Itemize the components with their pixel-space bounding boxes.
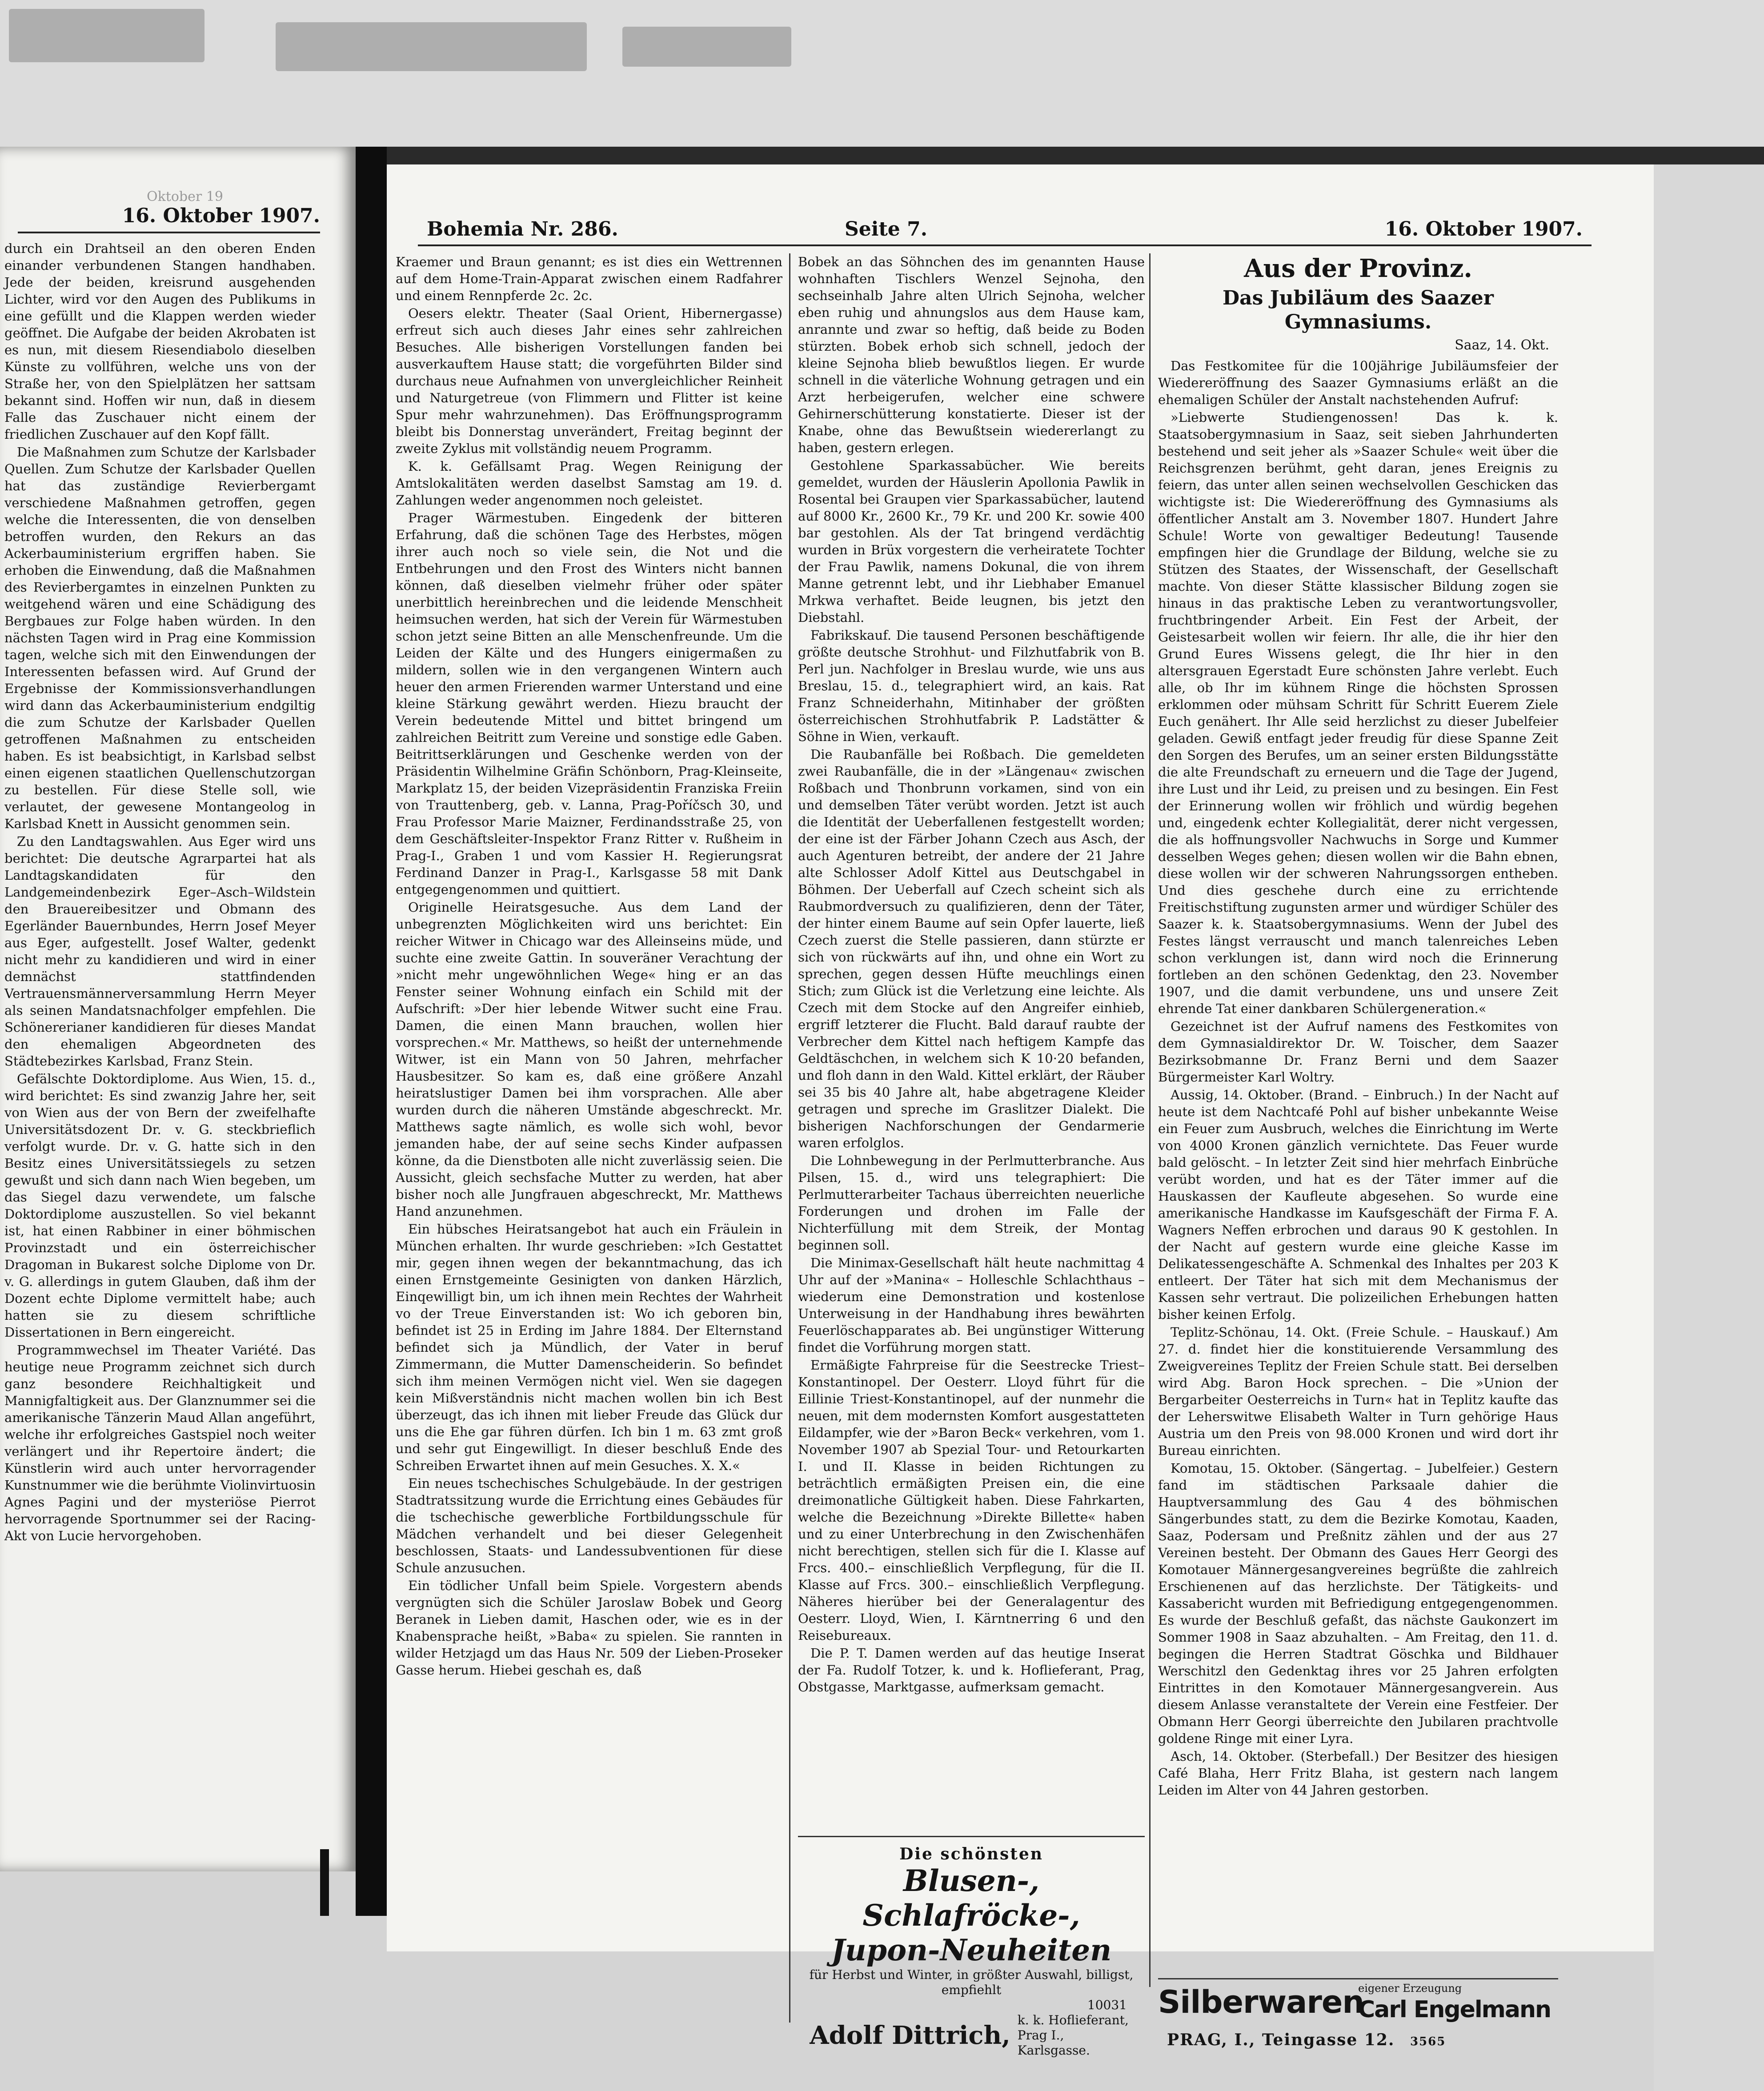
article-paragraph: Asch, 14. Oktober. (Sterbefall.) Der Besitzer des hiesigen Café Blaha, Herr Fritz Blaha, ist gestern nach langem Leiden im Alter von 44 Jahren gestorben. bbox=[1158, 1749, 1558, 1798]
advertisement-engelmann bbox=[1158, 1978, 1558, 2050]
left-page-ghost-text: Oktober 19 bbox=[147, 189, 223, 204]
article-paragraph: Zu den Landtagswahlen. Aus Eger wird uns berichtet: Die deutsche Agrarpartei hat als Landtagskandidaten für den Landgemeindenbezirk Eger–Asch–Wildstein den Brauereibesitzer und Obmann des Egerländer Bauernbundes, Herrn Josef Meyer aus Eger, aufgestellt. Josef Walter, gedenkt nicht mehr zu kandidieren und wird in einer demnächst stattfindenden Vertrauensmännerversammlung Herrn Meyer als seinen Mandatsnachfolger empfehlen. Die Schönererianer kandidieren für dieses Mandat den ehemaligen Abgeordneten des Städtebezirkes Karlsbad, Franz Stein. bbox=[4, 834, 316, 1069]
header-issue: Bohemia Nr. 286. bbox=[427, 218, 618, 240]
column-3 bbox=[1158, 249, 1558, 1974]
dateline: Saaz, 14. Okt. bbox=[1455, 337, 1549, 353]
article-paragraph: K. k. Gefällsamt Prag. Wegen Reinigung der Amtslokalitäten werden daselbst Samstag am 19. d. Zahlungen weder angenommen noch geleistet. bbox=[396, 459, 782, 508]
article-paragraph: Die Lohnbewegung in der Perlmutterbranche. Aus Pilsen, 15. d., wird uns telegraphiert: Die Perlmutterarbeiter Tachaus überreichten neuerliche Forderungen und drohen im Falle der Nichterfüllung mit dem Streik, der Montag beginnen soll. bbox=[798, 1153, 1145, 1253]
column-2 bbox=[798, 253, 1145, 1827]
article-paragraph: durch ein Drahtseil an den oberen Enden einander verbundenen Stangen handhaben. Jede der beiden, kreisrund ausgehenden Lichter, wird vor den Augen des Publikums in eine gefüllt und die Klappen werden wieder geöffnet. Die Aufgabe der beiden Akrobaten ist es nun, mit diesem Riesendiabolo dieselben Künste zu vollführen, welche uns von der Straße her, von den Spielplätzen her sattsam bekannt sind. Hoffen wir nun, daß in diesem Falle das Zuschauer nicht einem der friedlichen Zuschauer auf den Kopf fällt. bbox=[4, 241, 316, 442]
article-paragraph: Fabrikskauf. Die tausend Personen beschäftigende größte deutsche Strohhut- und Filzhutfabrik von B. Perl jun. Nachfolger in Breslau wurde, wie uns aus Breslau, 15. d., telegraphiert wird, an kais. Rat Franz Schneiderhahn, Mitinhaber der größten österreichischen Strohhutfabrik P. Ladstätter & Söhne in Wien, verkauft. bbox=[798, 628, 1145, 744]
ad-rule bbox=[798, 1836, 1145, 1837]
article-paragraph: Teplitz-Schönau, 14. Okt. (Freie Schule. – Hauskauf.) Am 27. d. findet hier die konstituierende Versammlung des Zweigvereines Teplitz der Freien Schule statt. Bei derselben wird Abg. Baron Hock sprechen. – Die »Union der Bergarbeiter Oesterreichs in Turn« hat in Teplitz kaufte das der Leherswitwe Elisabeth Walter in Turn gehörige Haus Austria um den Preis von 98.000 Kronen und wird dort ihr Bureau einrichten. bbox=[1158, 1325, 1558, 1458]
column-rule bbox=[789, 253, 790, 2023]
ad-note: eigener Erzeugung bbox=[1358, 1982, 1462, 1995]
left-page-date: 16. Oktober 1907. bbox=[18, 204, 320, 233]
article-paragraph: Programmwechsel im Theater Variété. Das heutige neue Programm zeichnet sich durch ganz besondere Reichhaltigkeit und Mannigfaltigkeit aus. Der Glanznummer sei die amerikanische Tänzerin Maud Allan angeführt, welche ihr erfolgreiches Gastspiel noch weiter verlängert und ihr Repertoire ändert; die Künstlerin wird auch unter hervorragender Kunstnummer wie die berühmte Violinvirtuosin Agnes Pagini und der mysteriöse Pierrot hervorragende Sportnummer sei der Racing-Akt von Lucie hervorgehoben. bbox=[4, 1342, 316, 1543]
ad-address bbox=[1167, 2031, 1446, 2049]
article-paragraph: Ermäßigte Fahrpreise für die Seestrecke Triest–Konstantinopel. Der Oesterr. Lloyd führt für die Eillinie Triest-Konstantinopel, auf der nunmehr die neuen, mit dem modernsten Komfort ausgestatteten Eildampfer, wie der »Baron Beck« verkehren, vom 1. November 1907 ab Spezial Tour- und Retourkarten I. und II. Klasse in beiden Richtungen zu beträchtlich ermäßigten Preisen ein, die eine dreimonatliche Gültigkeit haben. Diese Fahrkarten, welche die Bezeichnung »Direkte Billette« haben und zu einer Unterbrechung in den Zwischenhäfen nicht berechtigen, stellen sich für die I. Klasse auf Frcs. 400.– einschließlich Verpflegung, für die II. Klasse auf Frcs. 300.– einschließlich Verpflegung. Näheres hierüber bei der Generalagentur des Oesterr. Lloyd, Wien, I. Kärntnerring 6 und den Reisebureaux. bbox=[798, 1358, 1145, 1643]
article-paragraph: Ein neues tschechisches Schulgebäude. In der gestrigen Stadtratssitzung wurde die Errichtung eines Gebäudes für die tschechische gewerbliche Fortbildungsschule für Mädchen verhandelt und bei dieser Gelegenheit beschlossen, Staats- und Landessubventionen für diese Schule anzusuchen. bbox=[396, 1476, 782, 1575]
ad-headline: Blusen-, Schlafröcke-, bbox=[862, 1863, 1080, 1933]
article-paragraph: Kraemer und Braun genannt; es ist dies ein Wettrennen auf dem Home-Train-Apparat zwischen einem Radfahrer und einem Rennpferde 2c. 2c. bbox=[396, 254, 782, 303]
article-paragraph: Gefälschte Doktordiplome. Aus Wien, 15. d., wird berichtet: Es sind zwanzig Jahre her, seit von Wien aus der von Bern der zweifelhafte Universitätsdozent Dr. v. G. steckbrieflich verfolgt wurde. Dr. v. G. hatte sich in den Besitz eines Universitätssiegels zu setzen gewußt und sich dann nach Wien begeben, um das Siegel dazu verwendete, um falsche Doktordiplome auszustellen. So viel bekannt ist, hat einen Rabbiner in einer böhmischen Provinzstadt und ein österreichischer Dragoman in Bukarest solche Diplome von Dr. v. G. allerdings in gutem Glauben, daß ihm der Dozent echte Diplome vermittelt habe; auch hatten sie zu diesem schriftliche Dissertationen in Bern eingereicht. bbox=[4, 1071, 316, 1340]
column-rule bbox=[1149, 253, 1151, 1987]
ad-details: für Herbst und Winter, in größter Auswahl, billigst, empfiehlt bbox=[809, 1967, 1134, 1997]
scan-smudge bbox=[276, 22, 587, 71]
book-gutter bbox=[356, 147, 387, 1916]
article-paragraph: Die Minimax-Gesellschaft hält heute nachmittag 4 Uhr auf der »Manina« – Holleschle Schlachthaus – wiederum eine Demonstration und kostenlose Unterweisung in der Handhabung ihres bewährten Feuerlöschapparates ab. Bei ungünstiger Witterung findet die Vorführung morgen statt. bbox=[798, 1255, 1145, 1355]
article-title: Das Jubiläum des Saazer bbox=[1223, 287, 1494, 309]
article-paragraph: Die P. T. Damen werden auf das heutige Inserat der Fa. Rudolf Totzer, k. und k. Hoflieferant, Prag, Obstgasse, Marktgasse, aufmerksam gemacht. bbox=[798, 1646, 1145, 1694]
scan-smudge bbox=[622, 27, 791, 67]
article-paragraph: Komotau, 15. Oktober. (Sängertag. – Jubelfeier.) Gestern fand im städtischen Parksaale dahier die Hauptversammlung des Gau 4 des böhmischen Sängerbundes statt, zu dem die Bezirke Komotau, Kaaden, Saaz, Podersam und Preßnitz zählen und der aus 27 Vereinen besteht. Der Obmann des Gaues Herr Georgi des Komotauer Männergesangvereines begrüßte die zahlreich Erschienenen auf das herzlichste. Der Tätigkeits- und Kassabericht wurden mit Befriedigung entgegengenommen. Es wurde der Beschluß gefaßt, das nächste Gaukonzert im Sommer 1908 in Saaz abzuhalten. – Am Freitag, den 11. d. begingen die Herren Stadtrat Göschka und Bildhauer Werschitzl den Gedenktag ihres vor 25 Jahren erfolgten Eintrittes in den Komotauer Männergesangverein. Aus diesem Anlasse veranstaltete der Verein eine Festfeier. Der Obmann Herr Georgi überreichte den Jubilaren prachtvolle goldene Ringe mit einer Lyra. bbox=[1158, 1461, 1558, 1746]
left-page bbox=[0, 147, 356, 1871]
scan-border-right bbox=[1654, 164, 1764, 2091]
article-paragraph: Die Raubanfälle bei Roßbach. Die gemeldeten zwei Raubanfälle, die in der »Längenau« zwischen Roßbach und Thonbrunn vorkamen, sind von ein und demselben Täter verübt worden. Jetzt ist auch die Identität der Ueberfallenen festgestellt worden; der eine ist der Färber Johann Czech aus Asch, der auch Agenturen betreibt, der andere der 21 Jahre alte Schlosser Adolf Kittel aus Deutschgabel in Böhmen. Der Ueberfall auf Czech scheint sich als Raubmordversuch zu qualifizieren, denn der Täter, der hinter einem Baume auf sein Opfer lauerte, ließ Czech zuerst die Stelle passieren, dann stürzte er sich von rückwärts auf ihn, und ohne ein Wort zu sprechen, gegen dessen Hüfte meuchlings einen Stich; zum Glück ist die Verletzung eine leichte. Als Czech mit dem Stocke auf den Angreifer einhieb, ergriff letzterer die Flucht. Bald darauf raubte der Verbrecher dem Kittel nach heftigem Kampfe das Geldtäschchen, in welchem sich K 10·20 befanden, und floh dann in den Wald. Kittel erklärt, der Räuber sei 35 bis 40 Jahre alt, habe abgetragene Kleider getragen und spreche im Graslitzer Dialekt. Die bisherigen Nachforschungen der Gendarmerie waren erfolglos. bbox=[798, 747, 1145, 1150]
scan-smudge bbox=[9, 9, 204, 62]
article-paragraph: Aussig, 14. Oktober. (Brand. – Einbruch.) In der Nacht auf heute ist dem Nachtcafé Pohl auf bisher unbekannte Weise ein Feuer zum Ausbruch, welches die Einrichtung im Werte von 4000 Kronen gänzlich vernichtete. Das Feuer wurde bald gelöscht. – In letzter Zeit sind hier mehrfach Einbrüche verübt worden, und hat es der Täter immer auf die Hauskassen der Kaufleute abgesehen. So wurde eine amerikanische Handkasse im Kaufsgeschäft der Firma F. A. Wagners Neffen erbrochen und daraus 90 K gestohlen. In der Nacht auf gestern wurde eine gleiche Kasse im Delikatessengeschäfte A. Schmenkal des Inhaltes per 203 K entleert. Der Täter hat sich mit dem Mechanismus der Kassen sehr vertraut. Die polizeilichen Erhebungen hatten bisher keinen Erfolg. bbox=[1158, 1087, 1558, 1322]
article-paragraph: Prager Wärmestuben. Eingedenk der bitteren Erfahrung, daß die schönen Tage des Herbstes, mögen ihrer auch noch so viele sein, die Not und die Entbehrungen und den Frost des Winters nicht bannen können, daß dieselben vielmehr früher oder später unerbittlich hereinbrechen und die leidende Menschheit heimsuchen werden, hat sich der Verein für Wärmestuben schon jetzt seine Bitten an alle Menschenfreunde. Um die Leiden der Kälte und des Hungers einigermaßen zu mildern, sollen wie in den vergangenen Wintern auch heuer den armen Frierenden warmer Unterstand und eine kleine Stärkung gewährt werden. Hiezu braucht der Verein bedeutende Mittel und bittet bringend um zahlreichen Beitritt zum Vereine und sonstige edle Gaben. Beitrittserklärungen und Geschenke werden von der Präsidentin Wilhelmine Gräfin Schönborn, Prag-Kleinseite, Markplatz 15, der beiden Vizepräsidentin Franziska Freiin von Trauttenberg, geb. v. Lanna, Prag-Poříčsch 30, und Frau Professor Marie Maizner, Ferdinandsstraße 25, von dem Geschäftsleiter-Inspektor Franz Ritter v. Rußheim in Prag-I., Graben 1 und vom Kassier H. Regierungsrat Ferdinand Danzer in Prag-I., Karlsgasse 58 mit Dank entgegengenommen und quittiert. bbox=[396, 510, 782, 897]
ad-address-text: PRAG, I., Teingasse 12. bbox=[1167, 2031, 1395, 2049]
ad-brand: Silberwaren bbox=[1158, 1984, 1364, 2020]
header-page-number: Seite 7. bbox=[845, 218, 928, 240]
article-paragraph: »Liebwerte Studiengenossen! Das k. k. Staatsobergymnasium in Saaz, seit sieben Jahrhunderten bestehend und seit jeher als »Saazer Schule« weit über die Reichsgrenzen berühmt, geht daran, jenes Ereignis zu feiern, das unter allen seinen wechselvollen Geschicken das wichtigste ist: Die Wiedereröffnung des Gymnasiums als öffentlicher Anstalt am 3. November 1807. Hundert Jahre Schule! Worte von gewaltiger Bedeutung! Tausende empfingen hier die Grundlage der Bildung, welche sie zu Stützen des Staates, der Wissenschaft, der Gesellschaft machte. Von dieser Stätte klassischer Bildung zogen sie hinaus in das praktische Leben zu verantwortungsvoller, fruchtbringender Arbeit. Ein Fest der Arbeit, der Geistesarbeit wollen wir feiern. Ihr alle, die ihr hier den Grund Eures Wissens gelegt, die Ihr hier in den altersgrauen Egerstadt Eure schönsten Jahre verlebt. Euch alle, ob Ihr im kühnem Ringe die höchsten Sprossen erklommen oder mühsam Schritt für Schritt Euerem Ziele Euch genähert. Ihr Alle seid herzlichst zu dieser Jubelfeier geladen. Gewiß entfagt jeder freudig für diese Spanne Zeit den Sorgen des Berufes, um an seiner ersten Bildungsstätte die alte Freundschaft zu erneuern und die Tage der Jugend, ihre Lust und ihr Leid, zu preisen und zu besingen. Ein Fest der Erinnerung wollen wir fröhlich und würdig begehen und, eingedenk echter Kollegialität, derer nicht vergessen, die als hoffnungsvoller Nachwuchs in Sorge und Kummer desselben Weges gehen; diesen wollen wir die Bahn ebnen, diese wollen wir der schweren Nahrungssorgen entheben. Und dies geschehe durch eine zu errichtende Freitischstiftung zugunsten armer und würdiger Schüler des Saazer k. k. Staatsobergymnasiums. Wenn der Jubel des Festes längst verrauscht und manch talenreiches Leben schon verklungen ist, dann wird noch die Erinnerung fortleben an den schönen Gedenktag, den 23. November 1907, und die damit verbundene, uns und unsere Zeit ehrende Tat einer dankbaren Schülergeneration.« bbox=[1158, 410, 1558, 1016]
section-title: Aus der Provinz. bbox=[1244, 254, 1472, 283]
ad-code: 3565 bbox=[1410, 2035, 1446, 2048]
ad-firm-name: Adolf Dittrich, bbox=[810, 2021, 1010, 2050]
advertisement-dittrich bbox=[798, 1845, 1145, 2058]
column-1 bbox=[396, 253, 782, 2023]
ad-headline: Jupon-Neuheiten bbox=[831, 1933, 1112, 1967]
article-paragraph: Ein hübsches Heiratsangebot hat auch ein Fräulein in München erhalten. Ihr wurde geschrieben: »Ich Gestattet mir, gegen ihnen wegen der bekanntmachung, das ich einen Ernstgemeinte Gesinigten von danken Härzlich, Einqewilligt bin, um ich ihnen mein Rechtes der Wahrheit vo der Treue Einverstanden ist: Wo ich geboren bin, befindet ist 25 in Erding im Jahre 1884. Der Elternstand befindet sich ja Mündlich, der Vater in beruf Zimmermann, die Mutter Damenscheiderin. So befindet sich ihm meinen Vermögen nicht viel. Wen sie dagegen kein Mißverständnis nicht machen wollen bin ich Best überzeugt, das ich ihnen mit lieber Freude das Glück dur uns die Ehe gar führen dürfen. Ich bin 1 m. 63 zmt groß und sehr gut Eingewilligt. In dieser beschluß Ende des Schreiben Erwartet ihnen auf mein Gesuches. X. X.« bbox=[396, 1222, 782, 1473]
ad-code: 10031 bbox=[1087, 1998, 1127, 2012]
scan-clip bbox=[320, 1849, 329, 1916]
newspaper-page bbox=[387, 164, 1654, 2058]
left-page-column bbox=[4, 240, 316, 1867]
article-title: Gymnasiums. bbox=[1284, 311, 1432, 333]
running-header bbox=[418, 213, 1592, 246]
article-paragraph: Gezeichnet ist der Aufruf namens des Festkomites von dem Gymnasialdirektor Dr. W. Toischer, dem Saazer Bezirksobmanne Dr. Franz Berni und dem Saazer Bürgermeister Karl Woltry. bbox=[1158, 1019, 1558, 1085]
ad-firm-details: k. k. Hoflieferant, Prag I., Karlsgasse. bbox=[1017, 2013, 1129, 2058]
header-date: 16. Oktober 1907. bbox=[1384, 218, 1583, 240]
article-paragraph: Die Maßnahmen zum Schutze der Karlsbader Quellen. Zum Schutze der Karlsbader Quellen hat das zuständige Revierbergamt verschiedene Maßnahmen getroffen, gegen welche die Interessenten, die von denselben betroffen wurden, den Rekurs an das Ackerbauministerium ergriffen haben. Sie erhoben die Einwendung, daß die Maßnahmen des Revierbergamtes in einzelnen Punkten zu weitgehend wären und eine Schädigung des Bergbaues zur Folge haben würden. In den nächsten Tagen wird in Prag eine Kommission tagen, welche sich mit den Einwendungen der Interessenten befassen wird. Auf Grund der Ergebnisse der Kommissionsverhandlungen wird dann das Ackerbauministerium endgiltig die zum Schutze der Karlsbader Quellen getroffenen Maßnahmen zu entscheiden haben. Es ist beabsichtigt, in Karlsbad selbst einen eigenen staatlichen Quellenschutzorgan zu bestellen. Für diese Stelle soll, wie verlautet, der gewesene Montangeolog in Karlsbad Knett in Aussicht genommen sein. bbox=[4, 445, 316, 831]
article-paragraph: Ein tödlicher Unfall beim Spiele. Vorgestern abends vergnügten sich die Schüler Jaroslaw Bobek und Georg Beranek in Lieben damit, Haschen oder, wie es in der Knabensprache heißt, »Baba« zu spielen. Sie rannten in wilder Hetzjagd um das Haus Nr. 509 der Lieben-Proseker Gasse herum. Hiebei geschah es, daß bbox=[396, 1578, 782, 1678]
article-paragraph: Originelle Heiratsgesuche. Aus dem Land der unbegrenzten Möglichkeiten wird uns berichtet: Ein reicher Witwer in Chicago war des Alleinseins müde, und suchte eine zweite Gattin. In souveräner Verachtung der »nicht mehr ungewöhnlichen Wege« hing er an das Fenster seiner Wohnung einfach ein Schild mit der Aufschrift: »Der hier lebende Witwer sucht eine Frau. Damen, die einen Mann brauchen, wollen hier vorsprechen.« Mr. Matthews, so heißt der unternehmende Witwer, ist ein Mann von 50 Jahren, mehrfacher Hausbesitzer. So kam es, daß eine größere Anzahl heiratslustiger Damen bei ihm vorsprachen. Alle aber wurden durch die näheren Umstände abgeschreckt. Mr. Matthews sagte nämlich, es wolle sich wohl, bevor jemanden habe, der auf seine sechs Kinder aufpassen könne, da die Dienstboten alle nicht zuverlässig seien. Die Aussicht, gleich sechsfache Mutter zu werden, hat aber bisher noch alle Jungfrauen abgeschreckt, Mr. Matthews Hand anzunehmen. bbox=[396, 900, 782, 1219]
ad-firm-name: Carl Engelmann bbox=[1358, 1996, 1551, 2023]
ad-kicker: Die schönsten bbox=[899, 1845, 1043, 1863]
article-paragraph: Oesers elektr. Theater (Saal Orient, Hibernergasse) erfreut sich auch dieses Jahr eines sehr zahlreichen Besuches. Alle bisherigen Vorstellungen fanden bei ausverkauftem Hause statt; die vorgeführten Bilder sind durchaus neue Aufnahmen von unvergleichlicher Reinheit und Naturgetreue (von Flimmern und Flitter ist keine Spur mehr wahrzunehmen). Das Eröffnungsprogramm bleibt bis Donnerstag unverändert, Freitag beginnt der zweite Zyklus mit vollständig neuem Programm. bbox=[396, 306, 782, 456]
article-paragraph: Bobek an das Söhnchen des im genannten Hause wohnhaften Tischlers Wenzel Sejnoha, den sechseinhalb Jahre alten Ulrich Sejnoha, welcher eben ruhig und ahnungslos aus dem Hause kam, anrannte und zwar so heftig, daß beide zu Boden stürzten. Bobek erhob sich schnell, jedoch der kleine Sejnoha blieb bewußtlos liegen. Er wurde schnell in die väterliche Wohnung getragen und ein Arzt herbeigerufen, welcher eine schwere Gehirnerschütterung konstatierte. Dieser ist der Knabe, ohne das Bewußtsein wiedererlangt zu haben, gestern erlegen. bbox=[798, 254, 1145, 455]
article-paragraph: Gestohlene Sparkassabücher. Wie bereits gemeldet, wurden der Häuslerin Apollonia Pawlik in Rosental bei Graupen vier Sparkassabücher, lautend auf 8000 Kr., 2600 Kr., 79 Kr. und 200 Kr. sowie 400 bar gestohlen. Als der Tat bringend verdächtig wurden in Brüx vorgestern die verheiratete Tochter der Frau Pawlik, namens Dokunal, die von ihrem Manne getrennt lebt, und ihr Liebhaber Emanuel Mrkwa verhaftet. Beide leugnen, bis jetzt den Diebstahl. bbox=[798, 458, 1145, 625]
scan-border-top bbox=[0, 0, 1764, 147]
article-paragraph: Das Festkomitee für die 100jährige Jubiläumsfeier der Wiedereröffnung des Saazer Gymnasiums erläßt an die ehemaligen Schüler der Anstalt nachstehenden Aufruf: bbox=[1158, 358, 1558, 407]
